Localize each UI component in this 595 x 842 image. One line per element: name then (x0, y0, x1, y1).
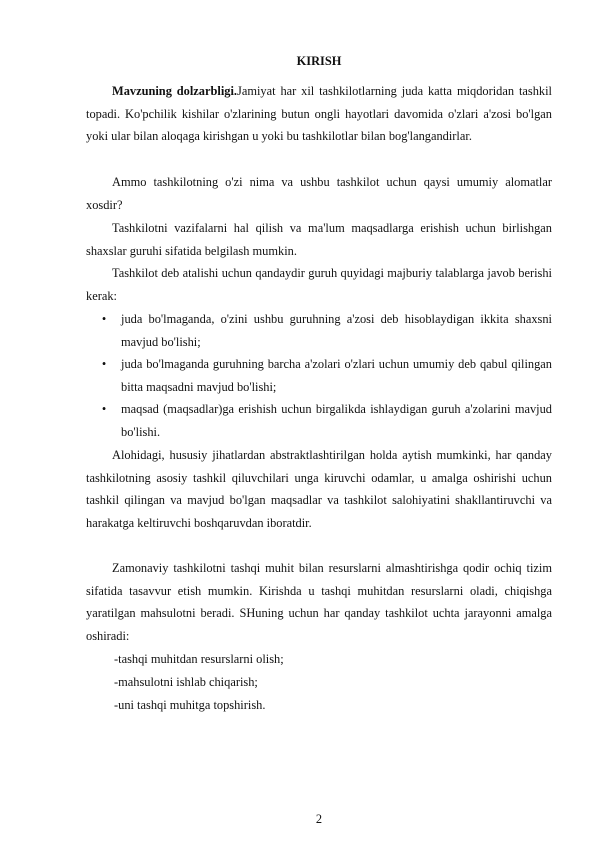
paragraph-open-system: Zamonaviy tashkilotni tashqi muhit bilan resurslarni almashtirishga qodir ochiq tizim sifatida tasavvur etish mumkin. Kirishda u tashqi muhitdan resurslarni oladi, chiqishga yaratilgan mahsulotni beradi. SHuning uchun har qanday tashkilot uchta jarayonni amalga oshiradi: (86, 561, 552, 644)
bullet-icon: • (101, 357, 107, 371)
list-item-text: juda bo'lmaganda guruhning barcha a'zolari o'zlari uchun umumiy deb qabul qilingan bitta maqsadni mavjud bo'lishi; (121, 357, 552, 394)
list-item-text: maqsad (maqsadlar)ga erishish uchun birgalikda ishlaydigan guruh a'zolarini mavjud bo'lishi. (121, 402, 552, 439)
page-number: 2 (315, 812, 323, 826)
paragraph-components: Alohidagi, hususiy jihatlardan abstraktlashtirilgan holda aytish mumkinki, har qanday tashkilotning asosiy tashkil qiluvchilari unga kiruvchi odamlar, u amalga oshirishi uchun tashkil qilingan va mavjud bo'lgan maqsadlar va tashkilot salohiyatini shakllantiruvchi va harakatga keltiruvchi boshqaruvdan iboratdir. (86, 448, 552, 531)
process-step: -uni tashqi muhitga topshirish. (114, 698, 266, 712)
paragraph-requirements: Tashkilot deb atalishi uchun qandaydir guruh quyidagi majburiy talablarga javob berishi kerak: (86, 266, 552, 303)
intro-paragraph (86, 80, 552, 148)
paragraph-question: Ammo tashkilotning o'zi nima va ushbu tashkilot uchun qaysi umumiy alomatlar xosdir? (86, 175, 552, 212)
process-step: -tashqi muhitdan resurslarni olish; (114, 652, 284, 666)
intro-text: Jamiyat har xil tashkilotlarning juda katta miqdoridan tashkil topadi. Ko'pchilik kishilar o'zlarining butun ongli hayotlari davomida o'zlari a'zosi bo'lgan yoki ular bilan aloqaga kirishgan u yoki bu tashkilotlar bilan bog'langandirlar. (86, 84, 552, 144)
process-step: -mahsulotni ishlab chiqarish; (114, 675, 258, 689)
paragraph-definition: Tashkilotni vazifalarni hal qilish va ma'lum maqsadlarga erishish uchun birlishgan shaxslar guruhi sifatida belgilash mumkin. (86, 221, 552, 258)
section-title: KIRISH (296, 54, 342, 68)
bullet-icon: • (101, 402, 107, 416)
list-item-text: juda bo'lmaganda, o'zini ushbu guruhning a'zosi deb hisoblaydigan ikkita shaxsni mavjud bo'lishi; (121, 312, 552, 349)
bullet-icon: • (101, 312, 107, 326)
intro-lead: Mavzuning dolzarbligi. (112, 84, 238, 98)
